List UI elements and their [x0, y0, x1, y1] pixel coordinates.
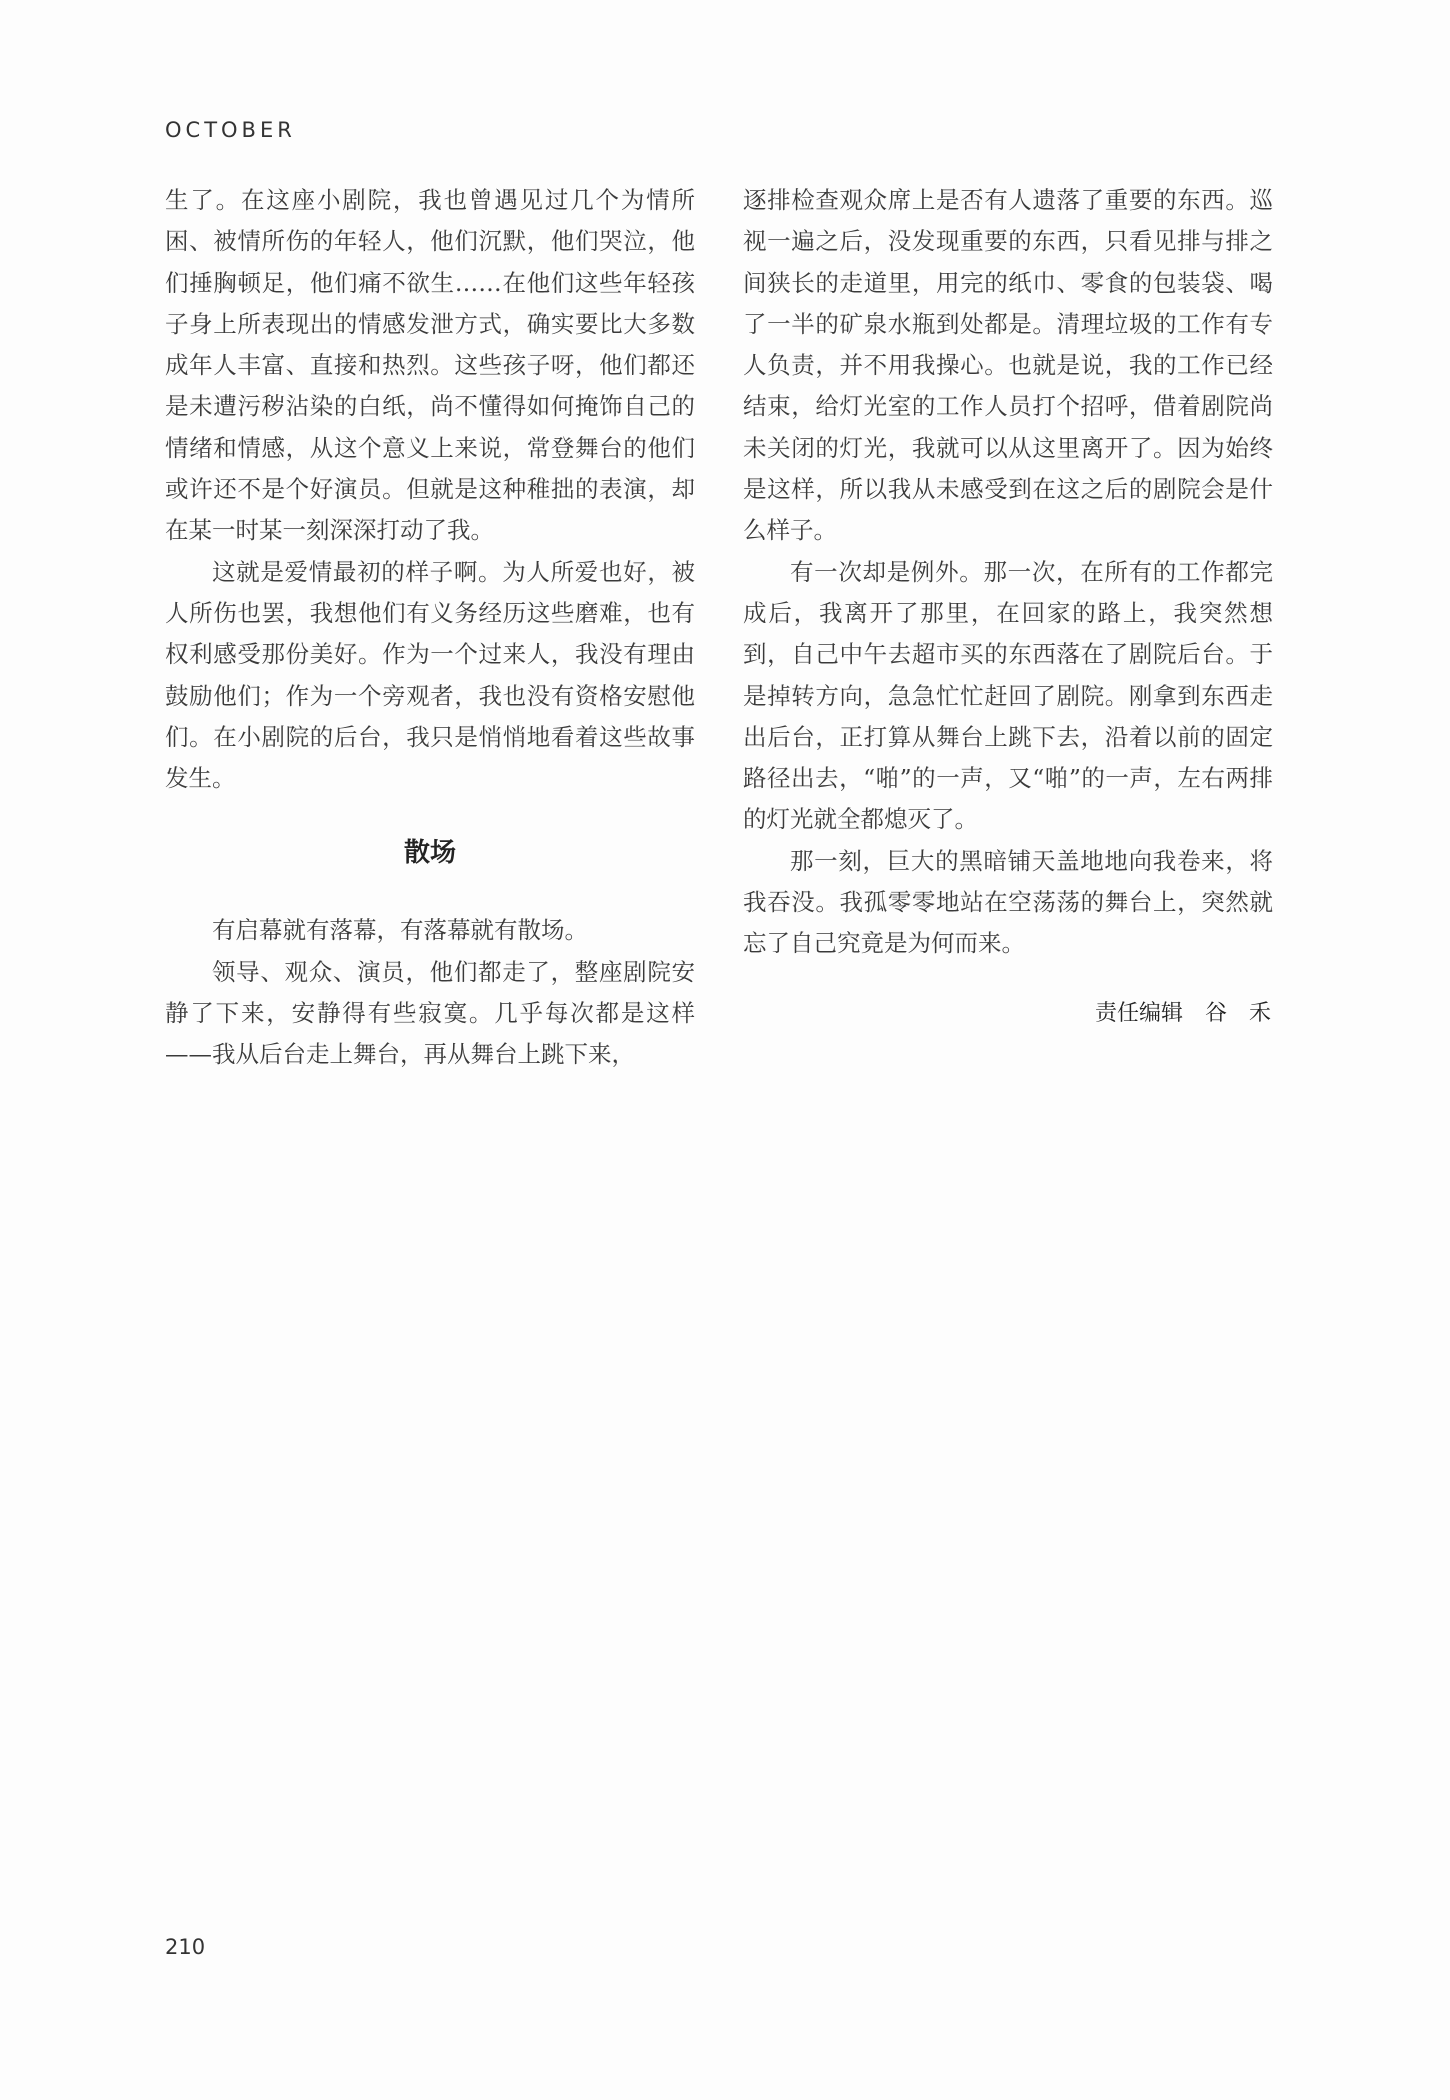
- section-heading: 散场: [403, 838, 456, 869]
- body-paragraph: 这就是爱情最初的样子啊。为人所爱也好，被人所伤也罢，我想他们有义务经历这些磨难，也有权利感受那份美好。作为一个过来人，我没有理由鼓励他们；作为一个旁观者，我也没有资格安慰他们。在小剧院的后台，我只是悄悄地看着这些故事发生。: [165, 557, 695, 793]
- right-column: [743, 180, 1293, 1034]
- body-paragraph: 领导、观众、演员，他们都走了，整座剧院安静了下来，安静得有些寂寞。几乎每次都是这样——我从后台走上舞台，再从舞台上跳下来，: [165, 957, 695, 1069]
- body-paragraph: 有启幕就有落幕，有落幕就有散场。: [212, 916, 588, 945]
- body-paragraph: 生了。在这座小剧院，我也曾遇见过几个为情所困、被情所伤的年轻人，他们沉默，他们哭泣，他们捶胸顿足，他们痛不欲生……在他们这些年轻孩子身上所表现出的情感发泄方式，确实要比大多数成年人丰富、直接和热烈。这些孩子呀，他们都还是未遭污秽沾染的白纸，尚不懂得如何掩饰自己的情绪和情感，从这个意义上来说，常登舞台的他们或许还不是个好演员。但就是这种稚拙的表演，却在某一时某一刻深深打动了我。: [165, 186, 695, 545]
- left-column: [165, 180, 695, 1076]
- body-paragraph: 逐排检查观众席上是否有人遗落了重要的东西。巡视一遍之后，没发现重要的东西，只看见排与排之间狭长的走道里，用完的纸巾、零食的包装袋、喝了一半的矿泉水瓶到处都是。清理垃圾的工作有专人负责，并不用我操心。也就是说，我的工作已经结束，给灯光室的工作人员打个招呼，借着剧院尚未关闭的灯光，我就可以从这里离开了。因为始终是这样，所以我从未感受到在这之后的剧院会是什么样子。: [743, 186, 1273, 545]
- body-paragraph: 那一刻，巨大的黑暗铺天盖地地向我卷来，将我吞没。我孤零零地站在空荡荡的舞台上，突然就忘了自己究竟是为何而来。: [743, 846, 1273, 958]
- page-number: 210: [165, 1935, 206, 1959]
- running-header: OCTOBER: [165, 118, 296, 142]
- editor-name: 谷禾: [1204, 1000, 1293, 1026]
- editor-credit: [743, 993, 1293, 1034]
- editor-role: 责任编辑: [1094, 1000, 1183, 1026]
- body-paragraph: 有一次却是例外。那一次，在所有的工作都完成后，我离开了那里，在回家的路上，我突然想到，自己中午去超市买的东西落在了剧院后台。于是掉转方向，急急忙忙赶回了剧院。刚拿到东西走出后台，正打算从舞台上跳下去，沿着以前的固定路径出去，“啪”的一声，又“啪”的一声，左右两排的灯光就全都熄灭了。: [743, 557, 1273, 834]
